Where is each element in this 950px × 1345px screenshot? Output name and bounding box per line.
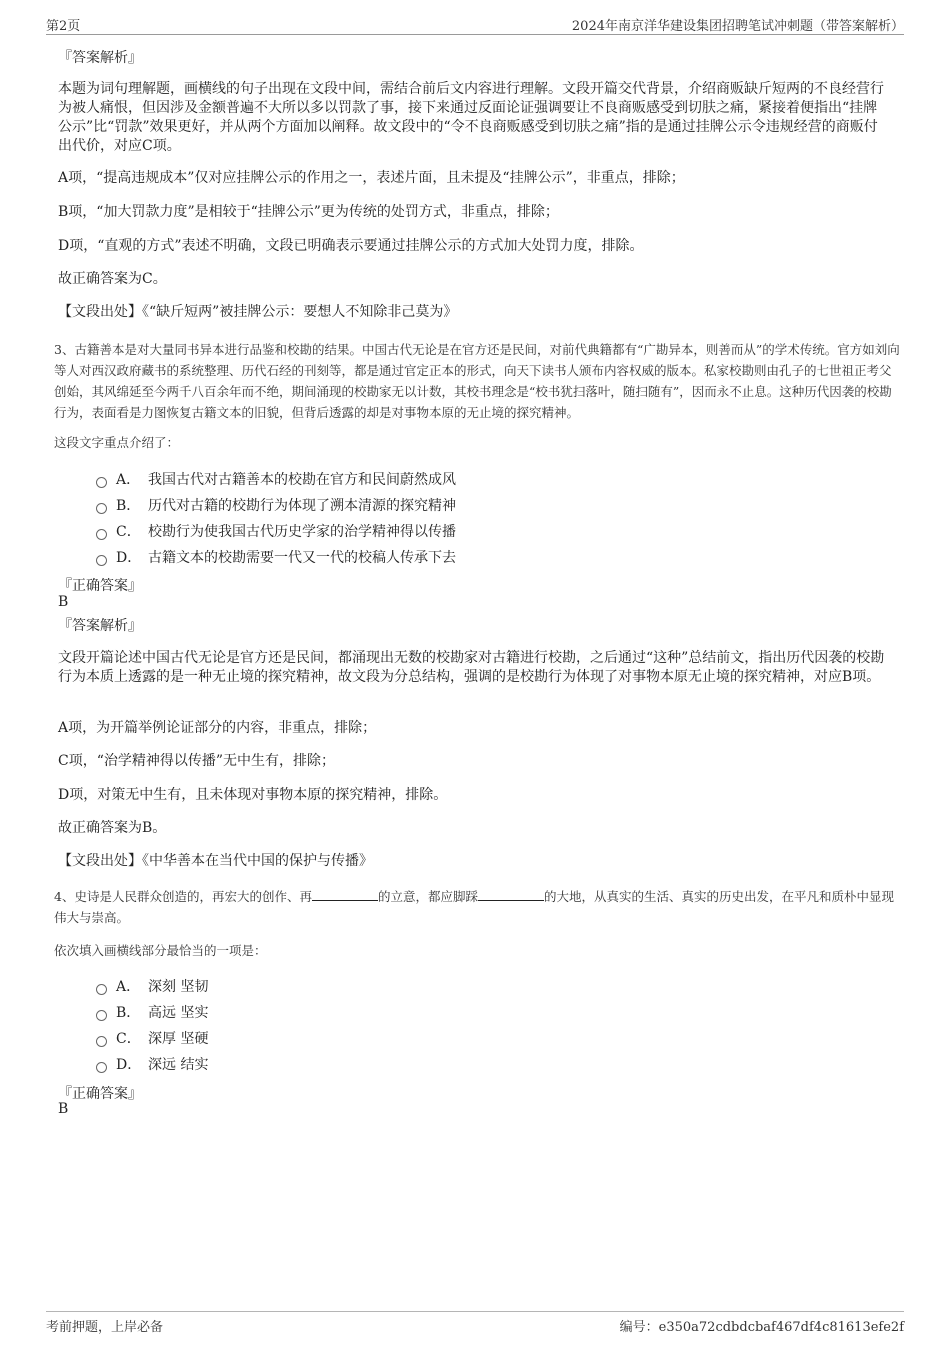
fill-blank-2 bbox=[478, 888, 544, 901]
q2-conclusion: 故正确答案为C。 bbox=[58, 271, 167, 287]
radio-icon[interactable] bbox=[96, 555, 107, 566]
q4-stem: 4、史诗是人民群众创造的，再宏大的创作、再 的立意，都应脚踩 的大地，从真实的生活、真实的历史出发，在平凡和质朴中显现伟大与崇高。 bbox=[54, 889, 894, 925]
q3-answer-label: 『正确答案』 bbox=[58, 578, 142, 594]
q4-option-a[interactable]: A． 深刻 坚韧 bbox=[96, 976, 208, 996]
page-number: 第2页 bbox=[46, 19, 81, 34]
q3-option-d-analysis: D项，对策无中生有，且未体现对事物本原的探究精神，排除。 bbox=[58, 787, 448, 803]
q3-option-b[interactable]: B． 历代对古籍的校勘行为体现了溯本清源的探究精神 bbox=[96, 495, 456, 515]
q3-analysis-label: 『答案解析』 bbox=[58, 618, 142, 634]
q2-option-b-analysis: B项，“加大罚款力度”是相较于“挂牌公示”更为传统的处罚方式，非重点，排除； bbox=[58, 204, 559, 220]
radio-icon[interactable] bbox=[96, 984, 107, 995]
q3-option-d[interactable]: D． 古籍文本的校勘需要一代又一代的校稿人传承下去 bbox=[96, 547, 456, 567]
q3-option-c-analysis: C项，“治学精神得以传播”无中生有，排除； bbox=[58, 753, 336, 769]
q2-analysis-label: 『答案解析』 bbox=[58, 50, 142, 66]
page-footer bbox=[46, 1311, 904, 1336]
radio-icon[interactable] bbox=[96, 1062, 107, 1073]
q4-answer: B bbox=[58, 1101, 69, 1117]
footer-slogan: 考前押题，上岸必备 bbox=[46, 1320, 164, 1335]
q3-conclusion: 故正确答案为B。 bbox=[58, 820, 167, 836]
q3-option-a[interactable]: A． 我国古代对古籍善本的校勘在官方和民间蔚然成风 bbox=[96, 469, 456, 489]
q2-option-d-analysis: D项，“直观的方式”表述不明确，文段已明确表示要通过挂牌公示的方式加大处罚力度，排除。 bbox=[58, 238, 644, 254]
q4-option-d[interactable]: D． 深远 结实 bbox=[96, 1054, 208, 1074]
q3-question: 这段文字重点介绍了： bbox=[54, 435, 180, 450]
q4-option-b[interactable]: B． 高远 坚实 bbox=[96, 1002, 208, 1022]
q2-option-a-analysis: A项，“提高违规成本”仅对应挂牌公示的作用之一，表述片面，且未提及“挂牌公示”，非重点，排除； bbox=[58, 170, 685, 186]
q4-answer-label: 『正确答案』 bbox=[58, 1086, 142, 1102]
q3-analysis-text: 文段开篇论述中国古代无论是官方还是民间，都涌现出无数的校勘家对古籍进行校勘，之后通过“这种”总结前文，指出历代因袭的校勘行为本质上透露的是一种无止境的探究精神，故文段为分总结构，强调的是校勘行为体现了对事物本原无止境的探究精神，对应B项。 bbox=[58, 650, 885, 685]
fill-blank-1 bbox=[312, 888, 378, 901]
q3-stem: 3、古籍善本是对大量同书异本进行品鉴和校勘的结果。中国古代无论是在官方还是民间，对前代典籍都有“广勘异本，则善而从”的学术传统。官方如刘向等人对西汉政府藏书的系统整理、历代石经的刊刻等，都是通过官定正本的形式，向天下读书人颁布内容权威的版本。私家校勘则由孔子的七世祖正考父创始，其风绵延至今两千八百余年而不绝，期间涌现的校勘家无以计数，其校书理念是“校书犹扫落叶，随扫随有”，因而永不止息。这种历代因袭的校勘行为，表面看是力图恢复古籍文本的旧貌，但背后透露的却是对事物本原的无止境的探究精神。 bbox=[54, 342, 900, 420]
q4-option-c[interactable]: C． 深厚 坚硬 bbox=[96, 1028, 208, 1048]
page-header bbox=[46, 12, 904, 35]
q4-question: 依次填入画横线部分最恰当的一项是： bbox=[54, 943, 267, 958]
q2-analysis-text: 本题为词句理解题，画横线的句子出现在文段中间，需结合前后文内容进行理解。文段开篇交代背景，介绍商贩缺斤短两的不良经营行为被人痛恨，但因涉及金额普遍不大所以多以罚款了事，接下来通过反面论证强调要让不良商贩感受到切肤之痛，紧接着便指出“挂牌公示”比“罚款”效果更好，并从两个方面加以阐释。故文段中的“令不良商贩感受到切肤之痛”指的是通过挂牌公示令违规经营的商贩付出代价，对应C项。 bbox=[58, 81, 884, 154]
q3-option-a-analysis: A项，为开篇举例论证部分的内容，非重点，排除； bbox=[58, 720, 377, 736]
q2-source: 【文段出处】《“缺斤短两”被挂牌公示：要想人不知除非己莫为》 bbox=[58, 304, 458, 320]
q3-answer: B bbox=[58, 594, 69, 610]
radio-icon[interactable] bbox=[96, 529, 107, 540]
document-title: 2024年南京洋华建设集团招聘笔试冲刺题（带答案解析） bbox=[571, 19, 904, 34]
radio-icon[interactable] bbox=[96, 503, 107, 514]
radio-icon[interactable] bbox=[96, 477, 107, 488]
q3-source: 【文段出处】《中华善本在当代中国的保护与传播》 bbox=[58, 853, 373, 869]
q3-option-c[interactable]: C． 校勘行为使我国古代历史学家的治学精神得以传播 bbox=[96, 521, 456, 541]
footer-code: 编号：e350a72cdbdcbaf467df4c81613efe2f bbox=[619, 1320, 904, 1335]
radio-icon[interactable] bbox=[96, 1036, 107, 1047]
radio-icon[interactable] bbox=[96, 1010, 107, 1021]
